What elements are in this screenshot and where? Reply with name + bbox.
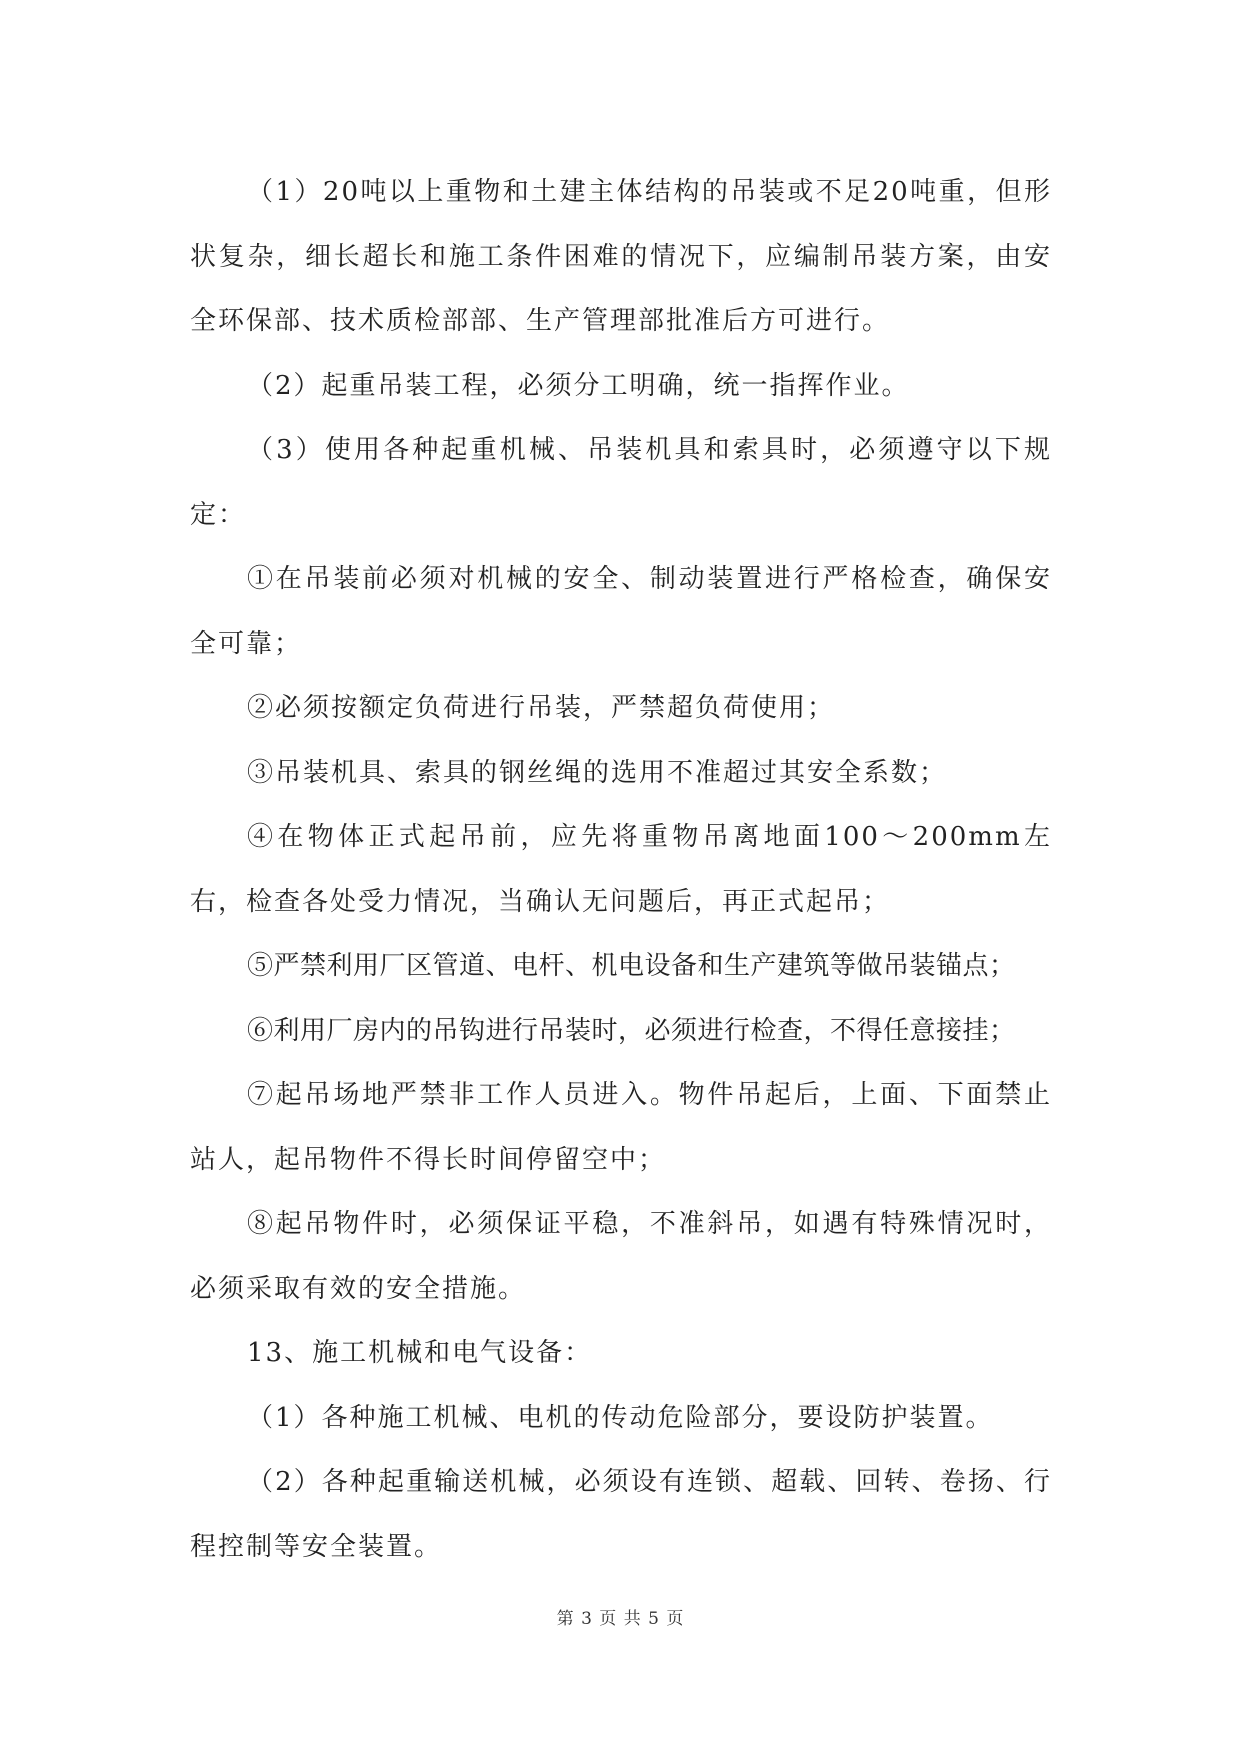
paragraph: ②必须按额定负荷进行吊装，严禁超负荷使用； <box>247 693 836 723</box>
paragraph: （1）各种施工机械、电机的传动危险部分，要设防护装置。 <box>247 1402 994 1433</box>
paragraph: ⑤严禁利用厂区管道、电杆、机电设备和生产建筑等做吊装锚点； <box>247 951 1016 981</box>
paragraph: ⑦起吊场地严禁非工作人员进入。物件吊起后，上面、下面禁止站人，起吊物件不得长时间停留空中； <box>190 1080 1052 1175</box>
body-text <box>190 160 1052 1579</box>
page-number-footer: 第 3 页 共 5 页 <box>556 1609 685 1629</box>
paragraph: ①在吊装前必须对机械的安全、制动装置进行严格检查，确保安全可靠； <box>190 564 1052 659</box>
paragraph: （2）各种起重输送机械，必须设有连锁、超载、回转、卷扬、行程控制等安全装置。 <box>190 1467 1052 1562</box>
paragraph: （2）起重吊装工程，必须分工明确，统一指挥作业。 <box>247 370 910 401</box>
paragraph: ④在物体正式起吊前，应先将重物吊离地面100～200mm左右，检查各处受力情况，当确认无问题后，再正式起吊； <box>190 822 1052 917</box>
paragraph: ⑥利用厂房内的吊钩进行吊装时，必须进行检查，不得任意接挂； <box>247 1015 1016 1046</box>
paragraph: （1）20吨以上重物和土建主体结构的吊装或不足20吨重，但形状复杂，细长超长和施工条件困难的情况下，应编制吊装方案，由安全环保部、技术质检部部、生产管理部批准后方可进行。 <box>190 177 1052 336</box>
paragraph: ⑧起吊物件时，必须保证平稳，不准斜吊，如遇有特殊情况时，必须采取有效的安全措施。 <box>190 1209 1052 1304</box>
paragraph: ③吊装机具、索具的钢丝绳的选用不准超过其安全系数； <box>247 757 948 788</box>
section-heading: 13、施工机械和电气设备： <box>247 1338 593 1368</box>
paragraph: （3）使用各种起重机械、吊装机具和索具时，必须遵守以下规定： <box>190 435 1052 530</box>
